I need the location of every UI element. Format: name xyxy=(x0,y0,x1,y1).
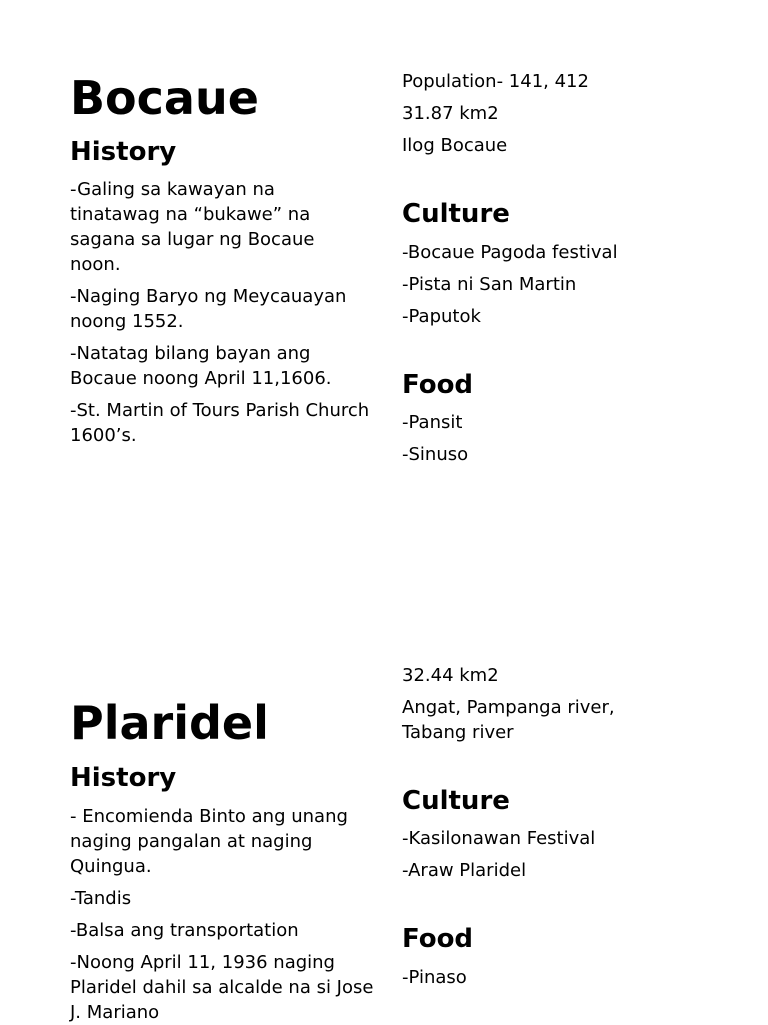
plaridel-history-item: -Noong April 11, 1936 naging Plaridel dahil sa alcalde na si Jose J. Mariano xyxy=(70,952,374,1023)
bocaue-history-item: -Galing sa kawayan na tinatawag na “bukawe” na sagana sa lugar ng Bocaue noon. xyxy=(70,179,315,275)
bocaue-history-list xyxy=(70,177,370,455)
plaridel-culture-list xyxy=(402,826,732,890)
plaridel-history-heading: History xyxy=(70,763,177,793)
bocaue-history-item: -St. Martin of Tours Parish Church 1600’s. xyxy=(70,400,370,446)
bocaue-fact: 31.87 km2 xyxy=(402,103,499,124)
plaridel-history-list xyxy=(70,804,380,1025)
bocaue-culture-item: -Pista ni San Martin xyxy=(402,274,577,295)
bocaue-title: Bocaue xyxy=(70,71,259,125)
plaridel-culture-item: -Kasilonawan Festival xyxy=(402,828,596,849)
bocaue-history-heading: History xyxy=(70,137,177,167)
plaridel-food-heading: Food xyxy=(402,924,474,954)
plaridel-history-item: -Balsa ang transportation xyxy=(70,920,299,941)
plaridel-history-item: - Encomienda Binto ang unang naging pangalan at naging Quingua. xyxy=(70,806,348,877)
plaridel-fact: Angat, Pampanga river, Tabang river xyxy=(402,697,615,743)
bocaue-culture-heading: Culture xyxy=(402,199,510,229)
plaridel-history-item: -Tandis xyxy=(70,888,132,909)
bocaue-culture-item: -Paputok xyxy=(402,306,481,327)
plaridel-food-list xyxy=(402,965,732,997)
plaridel-culture-heading: Culture xyxy=(402,786,510,816)
bocaue-culture-item: -Bocaue Pagoda festival xyxy=(402,242,618,263)
plaridel-fact: 32.44 km2 xyxy=(402,665,499,686)
bocaue-food-list xyxy=(402,410,732,474)
bocaue-fact: Ilog Bocaue xyxy=(402,135,508,156)
plaridel-culture-item: -Araw Plaridel xyxy=(402,860,527,881)
bocaue-history-item: -Natatag bilang bayan ang Bocaue noong April 11,1606. xyxy=(70,343,332,389)
bocaue-facts-list xyxy=(402,69,732,165)
bocaue-food-item: -Sinuso xyxy=(402,444,469,465)
plaridel-title: Plaridel xyxy=(70,696,269,750)
bocaue-culture-list xyxy=(402,240,732,336)
bocaue-food-item: -Pansit xyxy=(402,412,463,433)
plaridel-food-item: -Pinaso xyxy=(402,967,467,988)
bocaue-history-item: -Naging Baryo ng Meycauayan noong 1552. xyxy=(70,286,347,332)
bocaue-food-heading: Food xyxy=(402,370,474,400)
plaridel-facts-list xyxy=(402,663,652,752)
bocaue-fact: Population- 141, 412 xyxy=(402,71,589,92)
